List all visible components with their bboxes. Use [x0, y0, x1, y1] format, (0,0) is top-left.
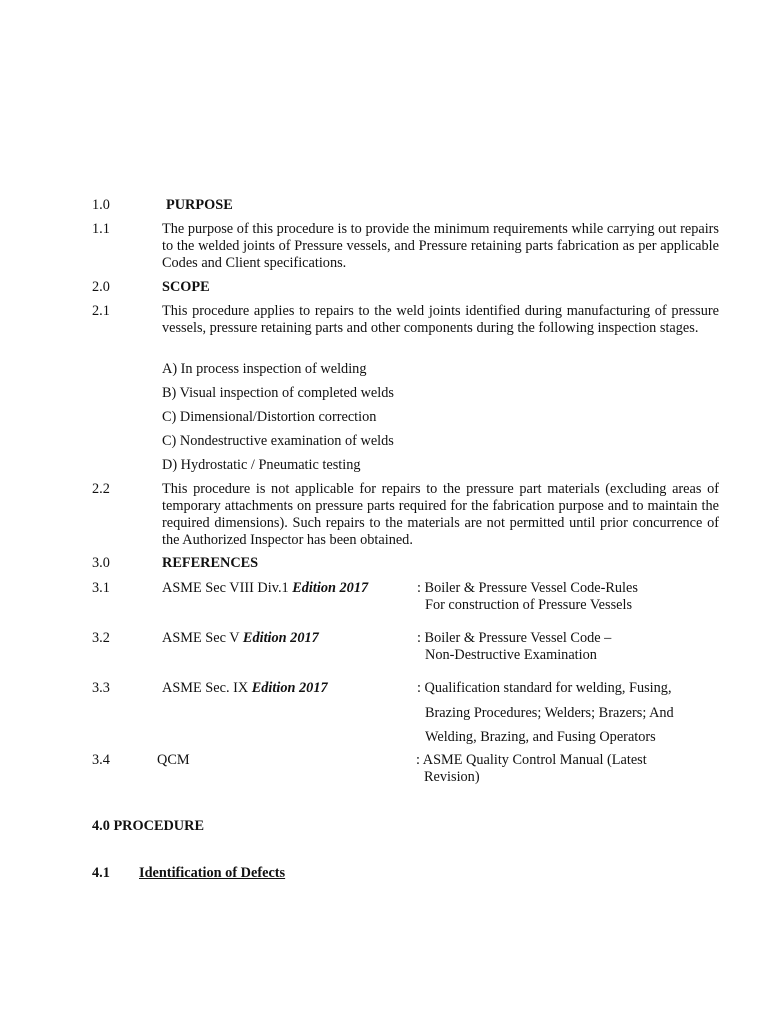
- reference-description-line: : Qualification standard for welding, Fusing,: [417, 680, 672, 696]
- reference-description-line: Welding, Brazing, and Fusing Operators: [425, 729, 656, 745]
- reference-name: ASME Sec VIII Div.1 Edition 2017: [162, 580, 369, 596]
- section-number: 3.0: [92, 555, 110, 571]
- subsection-number: 4.1: [92, 865, 110, 881]
- clause-text-scope: This procedure applies to repairs to the weld joints identified during manufacturing of pressure vessels, pressure retaining parts and other components during the following inspection stages.: [162, 303, 719, 336]
- reference-edition: Edition 2017: [242, 630, 319, 646]
- reference-description-line: For construction of Pressure Vessels: [425, 597, 633, 613]
- reference-name: QCM: [157, 752, 190, 768]
- list-item: A) In process inspection of welding: [162, 361, 367, 377]
- reference-number: 3.4: [92, 752, 110, 768]
- reference-name: ASME Sec V Edition 2017: [162, 630, 319, 646]
- clause-number: 2.1: [92, 303, 110, 319]
- list-item: C) Dimensional/Distortion correction: [162, 409, 377, 425]
- reference-edition: Edition 2017: [251, 680, 328, 696]
- reference-number: 3.1: [92, 580, 110, 596]
- reference-description-line: : ASME Quality Control Manual (Latest: [416, 752, 647, 768]
- reference-description-line: : Boiler & Pressure Vessel Code-Rules: [417, 580, 638, 596]
- section-heading-purpose: PURPOSE: [166, 197, 233, 213]
- section-heading-procedure: 4.0 PROCEDURE: [92, 818, 204, 834]
- section-heading-references: REFERENCES: [162, 555, 259, 571]
- section-heading-scope: SCOPE: [162, 279, 210, 295]
- reference-number: 3.3: [92, 680, 110, 696]
- subsection-heading: Identification of Defects: [139, 865, 286, 881]
- reference-description-line: : Boiler & Pressure Vessel Code –: [417, 630, 612, 646]
- clause-text-exclusion: This procedure is not applicable for repairs to the pressure part materials (excluding areas of temporary attachments on pressure parts required for the fabrication purpose and to maintain the required dimensions). Such repairs to the materials are not permitted until prior concurrence of the Authorized Inspector has been obtained.: [162, 481, 719, 548]
- list-item: C) Nondestructive examination of welds: [162, 433, 394, 449]
- clause-number: 2.2: [92, 481, 110, 497]
- section-number: 2.0: [92, 279, 110, 295]
- list-item: D) Hydrostatic / Pneumatic testing: [162, 457, 361, 473]
- clause-text-purpose: The purpose of this procedure is to provide the minimum requirements while carrying out repairs to the welded joints of Pressure vessels, and Pressure retaining parts fabrication as per applicable Codes and Client specifications.: [162, 221, 719, 271]
- reference-edition: Edition 2017: [292, 580, 369, 596]
- reference-description-line: Non-Destructive Examination: [425, 647, 597, 663]
- reference-number: 3.2: [92, 630, 110, 646]
- reference-name: ASME Sec. IX Edition 2017: [162, 680, 328, 696]
- list-item: B) Visual inspection of completed welds: [162, 385, 394, 401]
- reference-description-line: Revision): [424, 769, 480, 785]
- clause-number: 1.1: [92, 221, 110, 237]
- section-number: 1.0: [92, 197, 110, 213]
- reference-description-line: Brazing Procedures; Welders; Brazers; And: [425, 705, 674, 721]
